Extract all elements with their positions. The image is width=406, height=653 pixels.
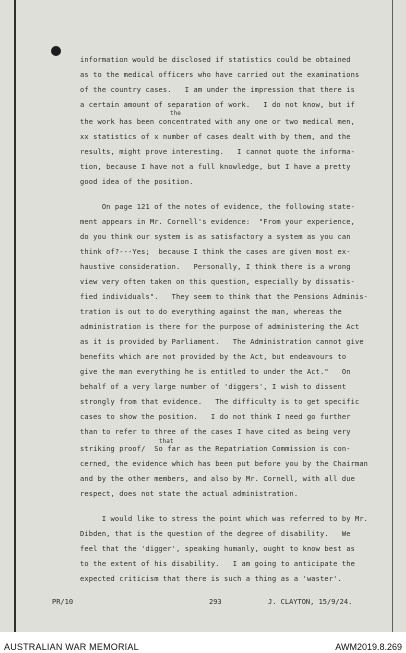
caption-source: AUSTRALIAN WAR MEMORIAL	[4, 642, 139, 652]
text-line: striking proof/ So far as the Repatriation Commission is con-	[80, 445, 351, 453]
text-line: I would like to stress the point which was referred to by Mr.	[80, 515, 369, 523]
text-line: cases to show the position. I do not think I need go further	[80, 413, 351, 421]
text-line: tration is out to do everything against the man, whereas the	[80, 308, 342, 316]
typed-body	[80, 56, 369, 583]
text-line: tion, because I have not a full knowledge, but I have a pretty	[80, 163, 351, 171]
text-line: information would be disclosed if statistics could be obtained	[80, 56, 351, 64]
text-line: feel that the 'digger', speaking humanly, ought to know best as	[80, 545, 355, 553]
text-line: haustive consideration. Personally, I think there is a wrong	[80, 263, 351, 271]
text-line: strongly from that evidence. The difficulty is to get specific	[80, 398, 360, 406]
footer-reference: PR/10	[52, 598, 74, 606]
text-line: behalf of a very large number of 'diggers', I wish to dissent	[80, 383, 347, 391]
text-line: as to the medical officers who have carried out the examinations	[80, 71, 360, 79]
footer-signature-date: J. CLAYTON, 15/9/24.	[268, 598, 353, 606]
text-line: Dibden, that is the question of the degree of disability. We	[80, 530, 351, 538]
text-line: respect, does not state the actual administration.	[80, 490, 299, 498]
text-line: ment appears in Mr. Cornell's evidence: "From your experience,	[80, 218, 355, 226]
caption-bar	[0, 638, 406, 653]
page-right-edge	[392, 0, 393, 632]
text-line: cerned, the evidence which has been put before you by the Chairman	[80, 460, 369, 468]
text-line: administration is there for the purpose of administering the Act	[80, 323, 360, 331]
text-line: and by the other members, and also by Mr. Cornell, with all due	[80, 475, 355, 483]
handwritten-insertion-that: that	[159, 438, 174, 445]
text-line: than to refer to three of the cases I have cited as being very	[80, 428, 351, 436]
text-line: expected criticism that there is such a thing as a 'waster'.	[80, 575, 342, 583]
text-line: a certain amount of separation of work. I do not know, but if	[80, 101, 355, 109]
handwritten-insertion-the: the	[170, 110, 181, 117]
text-line: results, might prove interesting. I cannot quote the informa-	[80, 148, 355, 156]
text-line: view very often taken on this question, especially by dissatis-	[80, 278, 355, 286]
text-line: think of?---Yes; because I think the cases are given most ex-	[80, 248, 351, 256]
page-left-edge	[14, 0, 16, 632]
text-line: benefits which are not provided by the Act, but endeavours to	[80, 353, 347, 361]
punch-hole	[51, 46, 61, 56]
text-line: On page 121 of the notes of evidence, the following state-	[80, 203, 355, 211]
text-line: to the extent of his disability. I am going to anticipate the	[80, 560, 355, 568]
text-line: give the man everything he is entitled to under the Act." On	[80, 368, 351, 376]
text-line: xx statistics of x number of cases dealt with by them, and the	[80, 133, 351, 141]
footer-page-number: 293	[209, 598, 222, 606]
text-line: good idea of the position.	[80, 178, 194, 186]
text-line: the work has been concentrated with any one or two medical men,	[80, 118, 355, 126]
caption-identifier: AWM2019.8.269	[335, 642, 402, 652]
text-line: as it is provided by Parliament. The Administration cannot give	[80, 338, 364, 346]
text-line: of the country cases. I am under the impression that there is	[80, 86, 355, 94]
text-line: fied individuals". They seem to think that the Pensions Adminis-	[80, 293, 369, 301]
text-line: do you think our system is as satisfactory a system as you can	[80, 233, 351, 241]
